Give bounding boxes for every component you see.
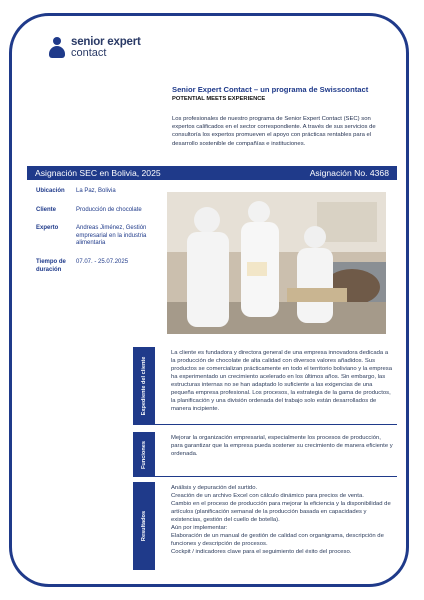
section-label: Resultados [141,510,147,542]
info-key: Experto [36,225,59,231]
page-title: Senior Expert Contact – un programa de Swisscontact [172,85,369,94]
section-label: Funciones [141,440,147,469]
section-text: La cliente es fundadora y directora general de una empresa innovadora dedicada a la producción de chocolate de alta calidad con diversos valores añadidos. Sus productos se comercializan prácticamente en todo el territorio boliviano y la empresa ha experimentado un crecimiento acelerado en los últimos años. Sin embargo, las estructuras internas no se han adaptado lo suficiente a las exigencias de una pequeña empresa profesional. Los procesos, la estrategia de la gama de productos, la planificación y una división ordenada del trabajo solo están desarrollados de manera incipiente. [171,350,393,412]
assignment-banner [27,166,397,180]
info-value: 07.07. - 25.07.2025 [76,259,129,265]
info-key: Tiempo de duración [36,259,66,273]
result-line: Análisis y depuración del surtido. [171,485,258,491]
banner-number: Asignación No. 4368 [309,168,389,178]
person-icon [48,37,66,59]
production-photo [167,192,386,334]
result-line: Cambio en el proceso de producción para mejorar la eficiencia y la disponibilidad de artículos (planificación semanal de la producción basada en capacidades y existencias, gestión del cuello de botella). [171,501,391,523]
result-line: Creación de un archivo Excel con cálculo dinámico para precios de venta. [171,493,364,499]
section-client-profile [133,347,397,425]
logo-line-1: senior expert [71,36,141,48]
info-key: Cliente [36,207,57,213]
intro-paragraph: Los profesionales de nuestro programa de Senior Expert Contact (SEC) son expertos calificados en el sector correspondiente. A través de sus servicios de consultoría los expertos promueven el apoyo con prácticas rentables para el desarrollo sostenible de compañías e instituciones. [172,116,376,147]
info-key: Ubicación [36,188,65,194]
banner-country: Asignación SEC en Bolivia, 2025 [35,168,161,178]
section-divider [155,476,397,477]
section-results [133,482,397,570]
section-label: Expediente del cliente [141,356,147,416]
result-line: Elaboración de un manual de gestión de calidad con organigrama, descripción de funciones y descripción de procesos. [171,533,384,547]
info-value: Producción de chocolate [76,207,142,213]
info-value: La Paz, Bolivia [76,188,116,194]
sec-logo [48,37,141,59]
result-line: Cockpit / indicadores clave para el seguimiento del éxito del proceso. [171,549,352,555]
section-tab [133,432,155,477]
section-text: Mejorar la organización empresarial, especialmente los procesos de producción, para garantizar que la empresa pueda sostener su crecimiento de manera eficiente y ordenada. [171,435,393,457]
section-functions [133,432,397,477]
logo-line-2: contact [71,47,107,59]
results-list [171,484,393,556]
page-subtitle: POTENTIAL MEETS EXPERIENCE [172,96,266,102]
result-line: Aún por implementar: [171,525,228,531]
photo-illustration [167,192,386,334]
section-tab [133,482,155,570]
section-tab [133,347,155,425]
section-divider [155,424,397,425]
info-value: Andreas Jiménez, Gestión empresarial en la industria alimentaria [76,225,147,247]
